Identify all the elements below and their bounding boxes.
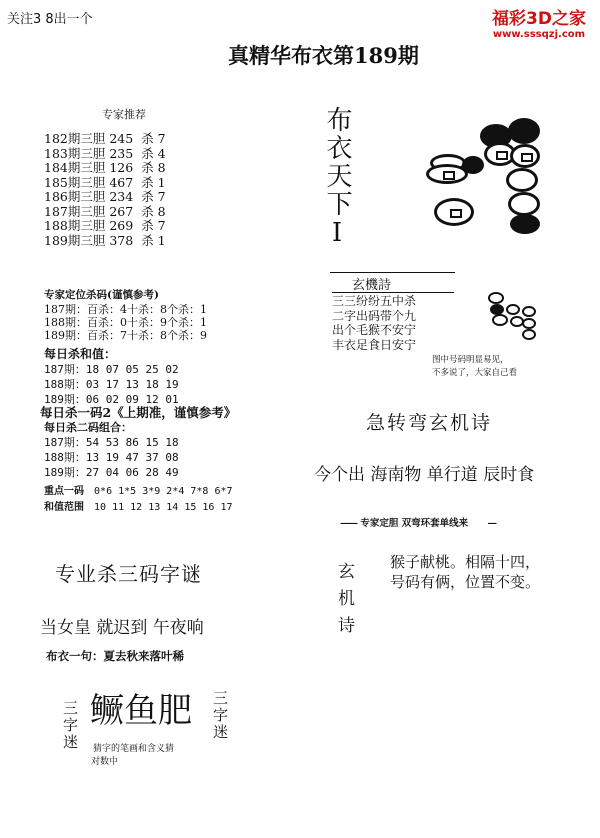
xuanji2-verse: [390, 552, 540, 592]
jizhuan-line: 今个出 海南物 单行道 辰时食: [314, 465, 535, 485]
expert-row: 188期：百杀：0十杀：9个杀：1: [44, 316, 207, 329]
banner-dash: —: [487, 518, 497, 529]
sum-range-value: 10 11 12 13 14 15 16 17: [94, 502, 233, 513]
riddle-side-right: 三字迷: [211, 690, 229, 741]
buyi-vertical-title: 布衣天下Ⅰ: [322, 106, 352, 250]
history-row: 188期三胆 269 杀 7: [44, 218, 166, 233]
history-row: 183期三胆 235 杀 4: [44, 145, 166, 161]
poem-line: 二字出码带个九: [332, 308, 417, 323]
sum-range-line: [44, 500, 274, 516]
riddle-line: 当女皇 就迟到 午夜响: [40, 618, 204, 638]
mini-coins-icon: [488, 292, 540, 340]
caption-line: 图中号码明显易见，: [432, 355, 509, 365]
history-block: [44, 106, 264, 248]
expert-block: [44, 288, 274, 342]
kill2-row: 188期：13 19 47 37 08: [44, 451, 179, 464]
kill2-row: 189期：27 04 06 28 49: [44, 466, 179, 479]
brand-url: www.sssqzj.com: [492, 29, 586, 40]
xuanji-heading: 玄機詩: [352, 278, 392, 293]
sum-range-label: 和值范围: [44, 502, 84, 513]
banner-dash: ——: [340, 518, 357, 529]
xuanji-caption: [432, 354, 517, 380]
kill-one-code: 每日杀一码2《上期准，谨慎参考》: [40, 405, 237, 420]
history-row: 182期三胆 245 杀 7: [44, 131, 166, 146]
kill2-row: 187期：54 53 86 15 18: [44, 436, 179, 449]
history-heading: 专家推荐: [102, 108, 146, 121]
banner-text: 专家定胆 双弯环套单线来: [360, 518, 469, 529]
coins-icon: [410, 118, 540, 228]
history-row: 189期三胆 378 杀 1: [44, 232, 166, 248]
kill2-block: [44, 421, 274, 516]
history-row: 186期三胆 234 杀 7: [44, 189, 166, 204]
verse-line: 猴子献桃。相隔十四，: [390, 553, 541, 571]
daily-row: 187期：18 07 05 25 02: [44, 363, 179, 376]
expert-banner: [340, 515, 497, 529]
daily-block: [44, 347, 274, 407]
xuanji-poem: [332, 294, 416, 352]
brand-watermark: [492, 4, 586, 40]
caption-line: 不多说了，大家自己看: [432, 368, 518, 378]
daily-row: 189期：06 02 09 12 01: [44, 393, 179, 406]
expert-row: 189期：百杀：7十杀：8个杀：9: [44, 329, 207, 342]
riddle-note: 对数中: [91, 757, 119, 767]
page-title: 真精华布衣第189期: [228, 43, 419, 68]
history-row: 187期三胆 267 杀 8: [44, 203, 166, 219]
kill2-heading: 每日杀二码组合：: [44, 421, 132, 434]
poem-line: 丰衣足食日安宁: [332, 337, 417, 352]
brand-name: 福彩3D之家: [492, 9, 586, 29]
history-row: 185期三胆 467 杀 1: [44, 174, 166, 190]
expert-heading: 专家定位杀码(谨慎参考): [44, 289, 159, 301]
xuanji-divider: [332, 292, 454, 293]
daily-heading: 每日杀和值：: [44, 347, 117, 361]
riddle-side-left: 三字迷: [61, 700, 79, 751]
key-code-line: [44, 483, 274, 500]
history-row: 184期三胆 126 杀 8: [44, 160, 166, 175]
xuanji-divider: [330, 272, 455, 273]
jizhuan-title: 急转弯玄机诗: [366, 412, 493, 434]
poem-line: 三三纷纷五中杀: [332, 294, 417, 308]
follow-text: 关注3 8出一个: [7, 12, 93, 27]
verse-line: 号码有俩，位置不变。: [390, 573, 541, 591]
xuanji2-vertical: 玄机诗: [334, 562, 354, 643]
expert-row: 187期：百杀：4十杀：8个杀：1: [44, 303, 207, 316]
daily-row: 188期：03 17 13 18 19: [44, 378, 179, 391]
key-code-label: 重点一码: [44, 486, 84, 497]
riddle-title: 专业杀三码字谜: [55, 562, 202, 586]
riddle-big-word: 鳜鱼肥: [90, 691, 192, 731]
riddle-verse: 布衣一句：夏去秋来落叶稀: [46, 649, 184, 663]
key-code-value: 0*6 1*5 3*9 2*4 7*8 6*7: [94, 486, 233, 497]
riddle-note: 猜字的笔画和含义猜: [93, 744, 175, 754]
poem-line: 出个毛猴不安宁: [332, 323, 417, 337]
